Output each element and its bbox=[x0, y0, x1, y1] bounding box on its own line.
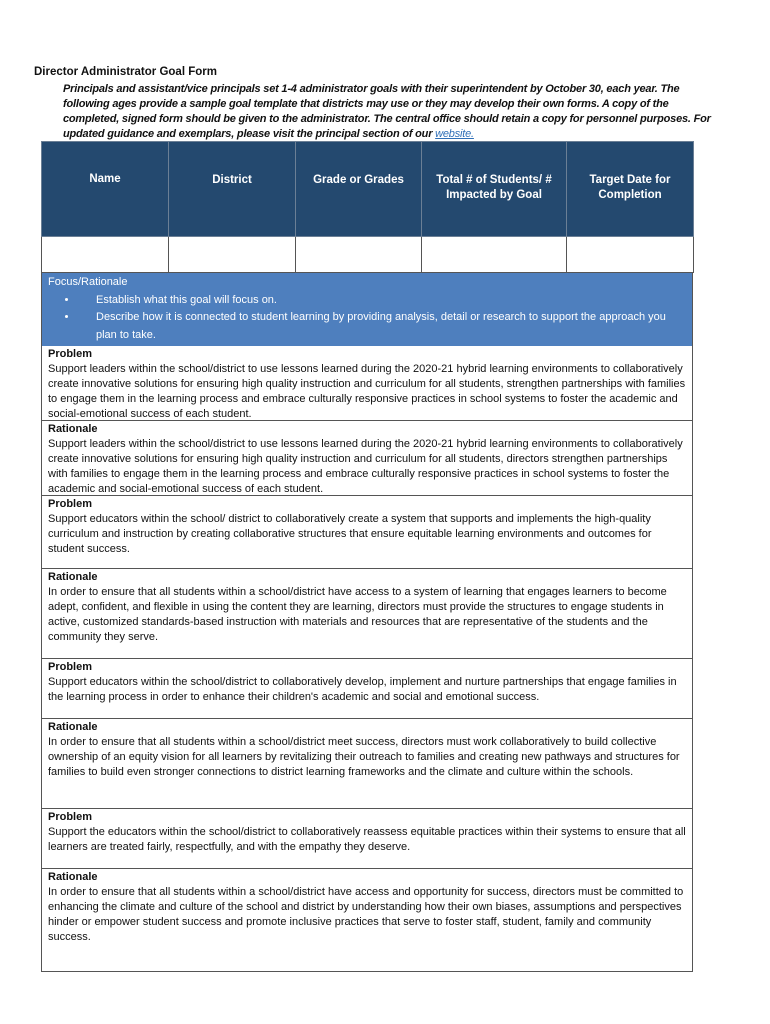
focus-bullet-list bbox=[48, 292, 686, 345]
section-heading: Problem bbox=[48, 498, 93, 510]
column-header-district: District bbox=[169, 142, 296, 237]
column-header-grades: Grade or Grades bbox=[296, 142, 422, 237]
section-heading: Rationale bbox=[48, 423, 98, 435]
section-text: Support the educators within the school/district to collaboratively reassess equitable practices within their systems to ensure that all learners are treated fairly, respectfully, and with the empathy they deserve. bbox=[48, 826, 686, 853]
target-date-field[interactable] bbox=[567, 237, 694, 273]
section-text: In order to ensure that all students within a school/district meet success, directors must work collaboratively to build collective ownership of an equity vision for all learners by revitalizing their outreach to families and creating new pathways and structures for families to build even stronger connections to district learning frameworks and the climate and culture within the schools. bbox=[48, 736, 680, 778]
website-link[interactable]: website. bbox=[435, 128, 474, 140]
section-text: Support educators within the school/district to collaboratively develop, implement and nurture partnerships that engage families in the learning process in order to enhance their children's academic and social and emotional success. bbox=[48, 676, 677, 703]
name-field[interactable] bbox=[42, 237, 169, 273]
intro-paragraph bbox=[63, 82, 723, 142]
district-field[interactable] bbox=[169, 237, 296, 273]
section-heading: Rationale bbox=[48, 721, 98, 733]
focus-title: Focus/Rationale bbox=[48, 276, 128, 288]
section-heading: Problem bbox=[48, 661, 93, 673]
goal-section[interactable] bbox=[41, 421, 693, 496]
goal-section[interactable] bbox=[41, 719, 693, 809]
column-header-target-date: Target Date for Completion bbox=[567, 142, 694, 237]
goal-section[interactable] bbox=[41, 659, 693, 719]
column-header-name: Name bbox=[42, 142, 169, 237]
intro-text: Principals and assistant/vice principals set 1-4 administrator goals with their superintendent by October 30, each year. The following ages provide a sample goal template that districts may use or they may develop their own forms. A copy of the completed, signed form should be given to the administrator. The central office should retain a copy for personnel purposes. For updated guidance and exemplars, please visit the principal section of our bbox=[63, 83, 711, 140]
students-field[interactable] bbox=[422, 237, 567, 273]
section-text: Support educators within the school/ district to collaboratively create a system that supports and implements the high-quality curriculum and instruction by creating collaborative structures that ensure equitable learning environments and outcomes for student success. bbox=[48, 513, 652, 555]
goal-section[interactable] bbox=[41, 809, 693, 869]
document-title: Director Administrator Goal Form bbox=[34, 66, 217, 78]
focus-rationale-band bbox=[41, 273, 693, 346]
section-heading: Problem bbox=[48, 348, 93, 360]
focus-bullet: • Describe how it is connected to student learning by providing analysis, detail or research to support the approach you plan to take. bbox=[78, 309, 686, 344]
section-text: Support leaders within the school/district to use lessons learned during the 2020-21 hybrid learning environments to collaboratively create innovative solutions for ensuring high quality instruction and curriculum for all students, strengthen partnerships with families to engage them in the learning process and embrace culturally responsive practices in school systems to foster the academic and social-emotional success of each student. bbox=[48, 363, 686, 420]
goal-section[interactable] bbox=[41, 496, 693, 569]
header-row bbox=[42, 142, 694, 237]
section-text: In order to ensure that all students within a school/district have access to a system of learning that engages learners to become adept, confident, and flexible in using the content they are learning, directors must provide the structures to engage students in active, customized standards-based instruction with materials and resources that are representative of the students and the community they serve. bbox=[48, 586, 667, 643]
focus-bullet: • Establish what this goal will focus on. bbox=[78, 292, 686, 310]
section-text: In order to ensure that all students within a school/district have access and opportunity for success, directors must be committed to enhancing the climate and culture of the school and district by understanding how their own biases, assumptions and perspectives hinder or empower student success and promote inclusive practices that serve to foster staff, student, family and community success. bbox=[48, 886, 684, 943]
column-header-students: Total # of Students/ # Impacted by Goal bbox=[422, 142, 567, 237]
goal-section[interactable] bbox=[41, 569, 693, 659]
section-heading: Problem bbox=[48, 811, 93, 823]
grades-field[interactable] bbox=[296, 237, 422, 273]
section-heading: Rationale bbox=[48, 871, 98, 883]
goal-section[interactable] bbox=[41, 869, 693, 972]
info-table bbox=[41, 141, 694, 273]
input-row bbox=[42, 237, 694, 273]
section-text: Support leaders within the school/district to use lessons learned during the 2020-21 hybrid learning environments to collaboratively create innovative solutions for ensuring high quality instruction and curriculum for all students, directors strengthen partnerships with families to engage them in the learning process and embrace culturally responsive practices in school systems to foster the academic and social-emotional success of each student. bbox=[48, 438, 683, 495]
section-heading: Rationale bbox=[48, 571, 98, 583]
goal-section[interactable] bbox=[41, 346, 693, 421]
goal-form bbox=[41, 141, 693, 972]
